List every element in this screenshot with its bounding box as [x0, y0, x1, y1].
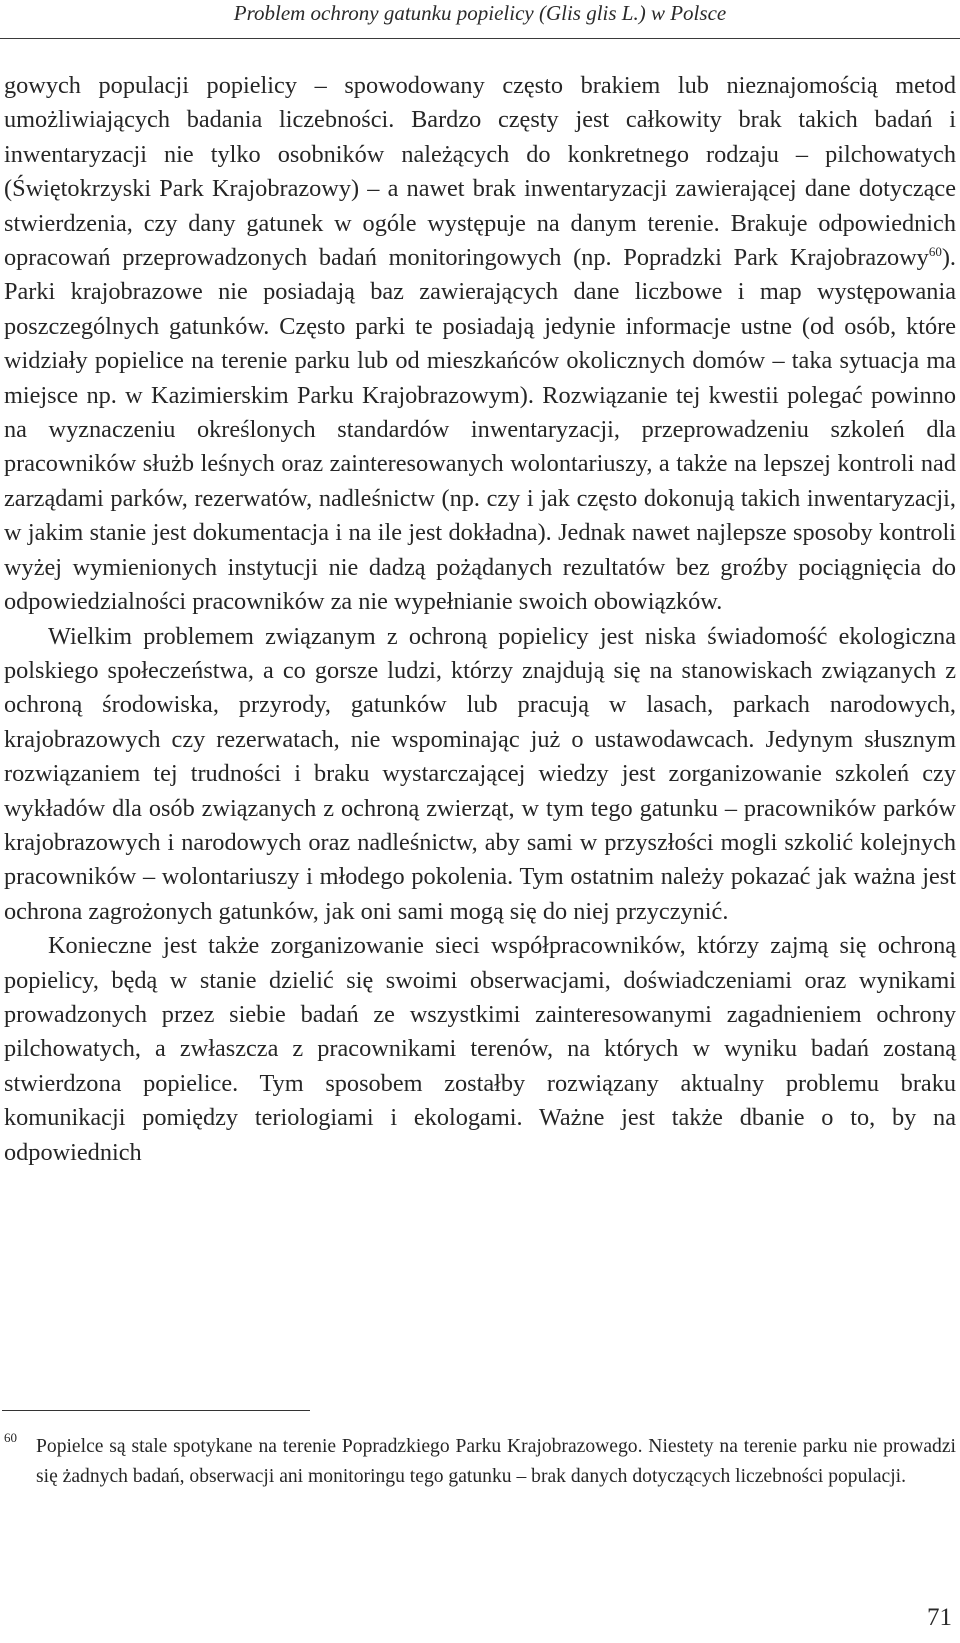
main-text	[4, 69, 956, 1170]
header-divider	[0, 38, 960, 39]
paragraph-1-text-a: gowych populacji popielicy – spowodowany często brakiem lub nieznajomością metod umożliwiających badania liczebności. Bardzo częsty jest całkowity brak takich badań i inwentaryzacji nie tylko osobników należących do konkretnego rodzaju – pilchowatych (Świętokrzyski Park Krajobrazowy) – a nawet brak inwentaryzacji zawierającej dane dotyczące stwierdzenia, czy dany gatunek w ogóle występuje na danym terenie. Brakuje odpowiednich opracowań przeprowadzonych badań monitoringowych (np. Popradzki Park Krajobrazowy	[4, 72, 956, 272]
running-header	[0, 0, 960, 30]
footnote-number: 60	[4, 1430, 17, 1445]
footnote	[4, 1432, 956, 1491]
paragraph-1	[4, 69, 956, 620]
footnote-divider	[2, 1410, 310, 1411]
footnote-reference[interactable]: 60	[928, 244, 942, 260]
paragraph-3: Konieczne jest także zorganizowanie sieci współpracowników, którzy zajmą się ochroną popielicy, będą w stanie dzielić się swoimi obserwacjami, doświadczeniami oraz wynikami prowadzonych przez siebie badań ze wszystkimi zainteresowanymi zagadnieniem ochrony pilchowatych, a zwłaszcza z pracownikami terenów, na których w wyniku badań zostaną stwierdzona popielice. Tym sposobem zostałby rozwiązany aktualny problemu braku komunikacji pomiędzy teriologiami i ekologami. Ważne jest także dbanie o to, by na odpowiednich	[4, 932, 956, 1166]
paragraph-1-text-b: ). Parki krajobrazowe nie posiadają baz zawierających dane liczbowe i map występowania poszczególnych gatunków. Często parki te posiadają jedynie informacje ustne (od osób, które widziały popielice na terenie parku lub od mieszkańców okolicznych domów – taka sytuacja ma miejsce np. w Kazimierskim Parku Krajobrazowym). Rozwiązanie tej kwestii polegać powinno na wyznaczeniu określonych standardów inwentaryzacji, przeprowadzeniu szkoleń dla pracowników służb leśnych oraz zainteresowanych wolontariuszy, a także na lepszej kontroli nad zarządami parków, rezerwatów, nadleśnictw (np. czy i jak często dokonują takich inwentaryzacji, w jakim stanie jest dokumentacja i na ile jest dokładna). Jednak nawet najlepsze sposoby kontroli wyżej wymienionych instytucji nie dadzą pożądanych rezultatów bez groźby pociągnięcia do odpowiedzialności pracowników za nie wypełnianie swoich obowiązków.	[4, 244, 956, 616]
paragraph-2: Wielkim problemem związanym z ochroną popielicy jest niska świadomość ekologiczna polskiego społeczeństwa, a co gorsze ludzi, którzy znajdują się na stanowiskach związanych z ochroną środowiska, przyrody, gatunków lub pracują w lasach, parkach narodowych, krajobrazowych czy rezerwatach, nie wspominając już o ustawodawcach. Jedynym słusznym rozwiązaniem tej trudności i braku wystarczającej wiedzy jest zorganizowanie szkoleń czy wykładów dla osób związanych z ochroną zwierząt, w tym tego gatunku – pracowników parków krajobrazowych i narodowych oraz nadleśnictw, aby sami w przyszłości mogli szkolić kolejnych pracowników – wolontariuszy i młodego pokolenia. Tym ostatnim należy pokazać jak ważna jest ochrona zagrożonych gatunków, jak oni sami mogą się do niej przyczynić.	[4, 622, 956, 925]
page-number: 71	[927, 1604, 952, 1631]
running-title: Problem ochrony gatunku popielicy (Glis glis L.) w Polsce	[233, 1, 727, 25]
footnote-text: Popielce są stale spotykane na terenie Popradzkiego Parku Krajobrazowego. Niestety na terenie parku nie prowadzi się żadnych badań, obserwacji ani monitoringu tego gatunku – brak danych dotyczących liczebności populacji.	[36, 1436, 956, 1487]
